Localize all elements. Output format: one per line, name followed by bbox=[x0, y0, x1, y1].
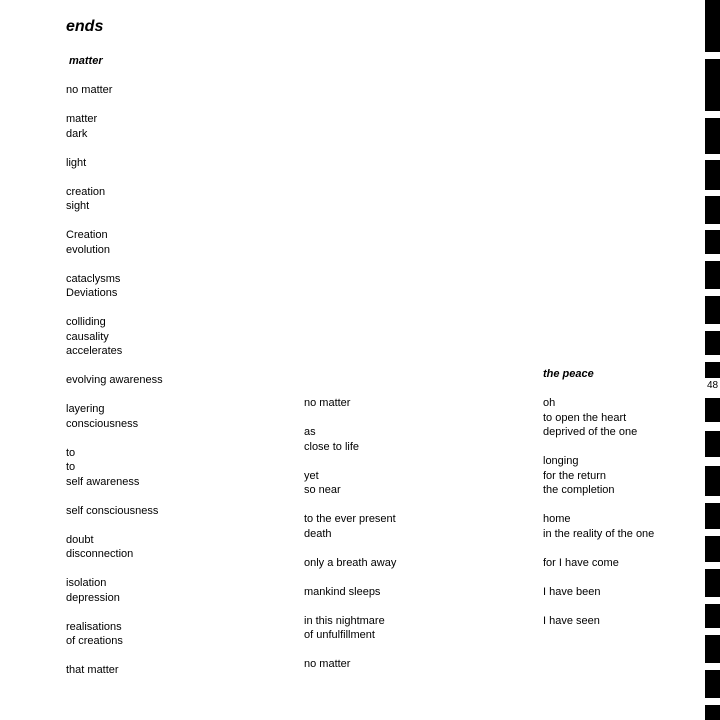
stanza-gap bbox=[66, 562, 163, 577]
stanza-gap bbox=[543, 440, 654, 455]
poem-line: as bbox=[304, 426, 316, 438]
poem-line: no matter bbox=[304, 397, 351, 409]
stanza-gap bbox=[543, 599, 654, 614]
index-tab bbox=[705, 196, 720, 224]
stanza-gap bbox=[66, 649, 163, 664]
page-number: 48 bbox=[706, 380, 719, 391]
poem-line: depression bbox=[66, 591, 120, 604]
poem-line: creation bbox=[66, 185, 106, 198]
stanza-gap bbox=[304, 599, 396, 614]
poem-line: light bbox=[66, 156, 87, 169]
poem-line: dark bbox=[66, 127, 88, 140]
poem-line: no matter bbox=[304, 658, 351, 670]
poem-line: only a breath away bbox=[304, 556, 397, 569]
stanza-gap bbox=[543, 541, 654, 556]
stanza-gap bbox=[66, 141, 163, 156]
index-tab bbox=[705, 536, 720, 562]
stanza-gap bbox=[66, 214, 163, 229]
section-subtitle: matter bbox=[69, 55, 103, 67]
index-tab bbox=[705, 160, 720, 190]
poem-line: matter bbox=[66, 113, 98, 125]
index-tab bbox=[705, 296, 720, 324]
poem-line: so near bbox=[304, 484, 341, 496]
stanza-gap bbox=[543, 570, 654, 585]
poem-line: Creation bbox=[66, 229, 108, 241]
poem-line: colliding bbox=[66, 316, 106, 328]
poem-line: for I have come bbox=[543, 556, 619, 569]
poem-line: accelerates bbox=[66, 345, 123, 357]
index-tab bbox=[705, 431, 720, 457]
index-tab bbox=[705, 230, 720, 254]
poem-line: realisations bbox=[66, 620, 122, 633]
poem-line: evolution bbox=[66, 243, 111, 256]
index-tab bbox=[705, 331, 720, 355]
poem-line: self awareness bbox=[66, 475, 140, 488]
poem-line: causality bbox=[66, 330, 109, 343]
index-tab bbox=[705, 0, 720, 52]
stanza-gap bbox=[304, 570, 396, 585]
stanza-gap bbox=[304, 541, 396, 556]
index-tab bbox=[705, 635, 720, 663]
poem-line: oh bbox=[543, 397, 556, 409]
poem-line: for the return bbox=[543, 469, 606, 482]
stanza-gap bbox=[66, 257, 163, 272]
index-tab bbox=[705, 705, 720, 720]
index-tab bbox=[705, 261, 720, 289]
poem-line: I have seen bbox=[543, 614, 600, 627]
page-title: ends bbox=[66, 18, 104, 35]
poem-line: death bbox=[304, 527, 332, 540]
index-tab bbox=[705, 466, 720, 496]
poem-line: consciousness bbox=[66, 417, 139, 430]
poem-line: Deviations bbox=[66, 287, 118, 299]
stanza-gap bbox=[66, 170, 163, 185]
stanza-gap bbox=[66, 605, 163, 620]
poem-line: cataclysms bbox=[66, 272, 121, 285]
stanza-gap bbox=[304, 411, 396, 426]
poem-line: evolving awareness bbox=[66, 374, 163, 386]
stanza-gap bbox=[66, 518, 163, 533]
poem-line: layering bbox=[66, 403, 105, 415]
index-tab bbox=[705, 362, 720, 378]
poem-line: sight bbox=[66, 200, 90, 212]
index-tab bbox=[705, 398, 720, 422]
poem-line: isolation bbox=[66, 577, 107, 589]
stanza-gap bbox=[304, 643, 396, 658]
poem-line: to the ever present bbox=[304, 513, 396, 525]
poem-line: doubt bbox=[66, 533, 94, 546]
stanza-gap bbox=[304, 454, 396, 469]
thumb-index-strip bbox=[705, 0, 720, 720]
poem-line: mankind sleeps bbox=[304, 585, 381, 598]
poem-line: longing bbox=[543, 455, 579, 467]
stanza-gap bbox=[66, 301, 163, 316]
stanza-gap bbox=[66, 359, 163, 374]
poem-line: close to life bbox=[304, 440, 360, 453]
poem-line: I have been bbox=[543, 585, 601, 598]
poem-line: no matter bbox=[66, 84, 113, 96]
index-tab bbox=[705, 670, 720, 698]
stanza-gap bbox=[66, 388, 163, 403]
poem-column-3-title: the peace bbox=[543, 368, 594, 380]
stanza-gap bbox=[304, 498, 396, 513]
poem-line: deprived of the one bbox=[543, 426, 638, 438]
poem-line: to bbox=[66, 446, 76, 459]
poem-line: to open the heart bbox=[543, 411, 627, 424]
index-tab bbox=[705, 604, 720, 628]
stanza-gap bbox=[66, 98, 163, 113]
poem-line: in this nightmare bbox=[304, 614, 385, 627]
index-tab bbox=[705, 118, 720, 154]
poem-line: to bbox=[66, 461, 76, 473]
poem-line: of creations bbox=[66, 635, 123, 647]
index-tab bbox=[705, 503, 720, 529]
index-tab bbox=[705, 569, 720, 597]
poem-line: home bbox=[543, 513, 571, 525]
stanza-gap bbox=[66, 431, 163, 446]
poem-line: disconnection bbox=[66, 548, 134, 560]
poem-line: yet bbox=[304, 469, 319, 482]
stanza-gap bbox=[66, 489, 163, 504]
stanza-gap bbox=[543, 498, 654, 513]
index-tab bbox=[705, 59, 720, 111]
poem-line: the completion bbox=[543, 484, 615, 496]
poem-column-1 bbox=[66, 83, 163, 678]
poem-column-2 bbox=[304, 396, 396, 672]
poem-line: in the reality of the one bbox=[543, 527, 655, 540]
poem-column-3 bbox=[543, 396, 654, 628]
poem-line: that matter bbox=[66, 664, 119, 676]
poem-line: of unfulfillment bbox=[304, 629, 375, 641]
poem-line: self consciousness bbox=[66, 504, 159, 517]
